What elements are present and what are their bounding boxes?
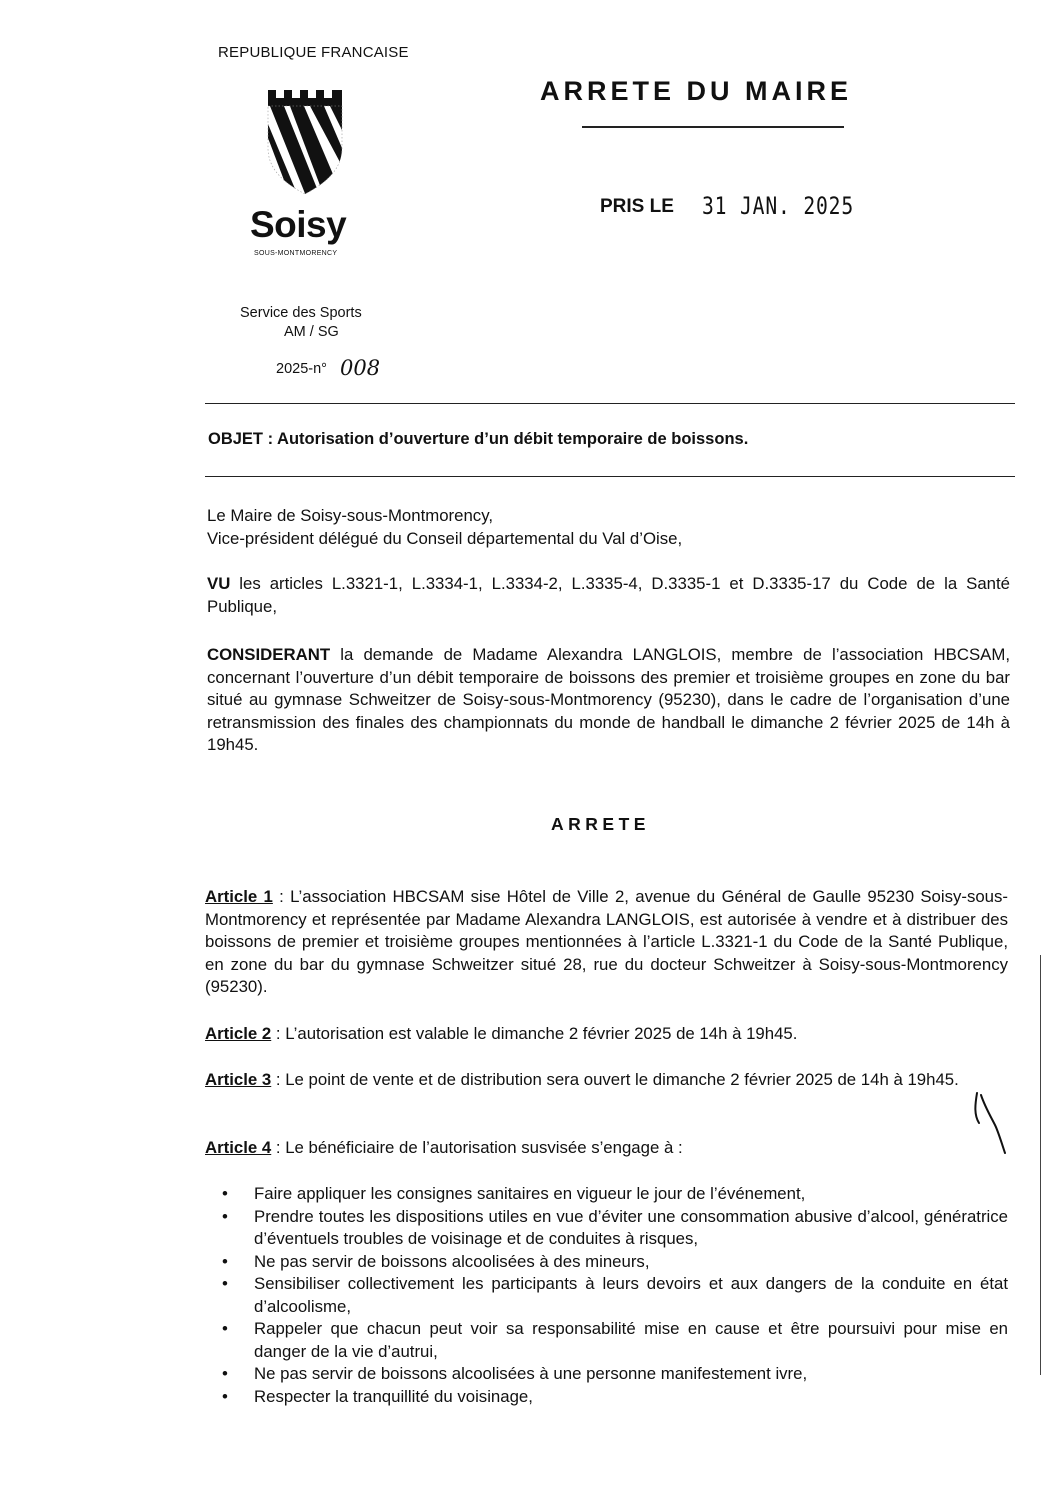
divider-top (205, 403, 1015, 404)
list-item: • Prendre toutes les dispositions utiles en vue d’éviter une consommation abusive d’alcool, génératrice d’éventuels troubles de voisinage et de conduites à risques, (222, 1206, 1008, 1251)
article-4-text: : Le bénéficiaire de l’autorisation susvisée s’engage à : (271, 1138, 683, 1157)
article-3-text: : Le point de vente et de distribution sera ouvert le dimanche 2 février 2025 de 14h à 19h45. (271, 1070, 959, 1089)
article-3 (205, 1069, 1008, 1092)
considerant-label: CONSIDERANT (207, 645, 331, 664)
logo-text: Soisy (250, 204, 347, 245)
list-item: • Respecter la tranquillité du voisinage, (222, 1386, 1008, 1409)
scan-edge-line (1040, 955, 1041, 1375)
list-item: • Ne pas servir de boissons alcoolisées à une personne manifestement ivre, (222, 1363, 1008, 1386)
pris-le-label: PRIS LE (600, 196, 674, 217)
maire-paragraph (207, 505, 1010, 550)
list-item: • Sensibiliser collectivement les participants à leurs devoirs et aux dangers de la conduite en état d’alcoolisme, (222, 1273, 1008, 1318)
list-item: • Faire appliquer les consignes sanitaires en vigueur le jour de l’événement, (222, 1183, 1008, 1206)
document-title: ARRETE DU MAIRE (540, 76, 853, 106)
pris-le-date-stamp: 31 JAN. 2025 (702, 192, 855, 220)
article-4-label: Article 4 (205, 1138, 272, 1157)
divider-bottom (205, 476, 1015, 477)
arrete-heading: ARRETE (551, 814, 650, 834)
maire-line-2: Vice-président délégué du Conseil départemental du Val d’Oise, (207, 528, 683, 548)
logo-subtitle: SOUS-MONTMORENCY (254, 250, 338, 257)
article-2-label: Article 2 (205, 1024, 272, 1043)
list-item: • Rappeler que chacun peut voir sa responsabilité mise en cause et être poursuivi pour mise en danger de la vie d’autrui, (222, 1318, 1008, 1363)
maire-line-1: Le Maire de Soisy-sous-Montmorency, (207, 506, 494, 525)
objet-line: OBJET : Autorisation d’ouverture d’un débit temporaire de boissons. (208, 430, 749, 448)
article-2-text: : L’autorisation est valable le dimanche 2 février 2025 de 14h à 19h45. (271, 1024, 798, 1043)
numero-handwritten: 008 (340, 356, 381, 380)
paraphe-signature-icon (965, 1085, 1015, 1165)
article-1 (205, 886, 1008, 999)
republique-francaise: REPUBLIQUE FRANCAISE (218, 44, 409, 61)
title-underline (582, 126, 844, 128)
vu-label: VU (207, 574, 231, 593)
service-name: Service des Sports (240, 305, 362, 321)
article-2 (205, 1023, 1008, 1046)
considerant-text: la demande de Madame Alexandra LANGLOIS, membre de l’association HBCSAM, concernant l’ouverture d’un débit temporaire de boissons des premier et troisième groupes en zone du bar situé au gymnase Schweitzer de Soisy-sous-Montmorency (95230), dans le cadre de l’organisation d’une retransmission des finales des championnats du monde de handball le dimanche 2 février 2025 de 14h à 19h45. (207, 645, 1010, 754)
article-1-text: : L’association HBCSAM sise Hôtel de Ville 2, avenue du Général de Gaulle 95230 Soisy-sous-Montmorency et représentée par Madame Alexandra LANGLOIS, est autorisée à vendre et à distribuer des boissons de premier et troisième groupes mentionnées à l’article L.3321-1 du Code de la Santé Publique, en zone du bar du gymnase Schweitzer situé 28, rue du docteur Schweitzer à Soisy-sous-Montmorency (95230). (205, 887, 1008, 996)
numero-label: 2025-n° (276, 361, 327, 377)
vu-paragraph (207, 573, 1010, 618)
list-item: • Ne pas servir de boissons alcoolisées à des mineurs, (222, 1251, 1008, 1274)
article-3-label: Article 3 (205, 1070, 272, 1089)
article-4 (205, 1137, 1008, 1160)
engagements-list (222, 1183, 1008, 1408)
article-1-label: Article 1 (205, 887, 273, 906)
considerant-paragraph (207, 644, 1010, 757)
vu-text: les articles L.3321-1, L.3334-1, L.3334-2, L.3335-4, D.3335-1 et D.3335-17 du Code de la Santé Publique, (207, 574, 1010, 616)
service-code: AM / SG (284, 324, 339, 340)
